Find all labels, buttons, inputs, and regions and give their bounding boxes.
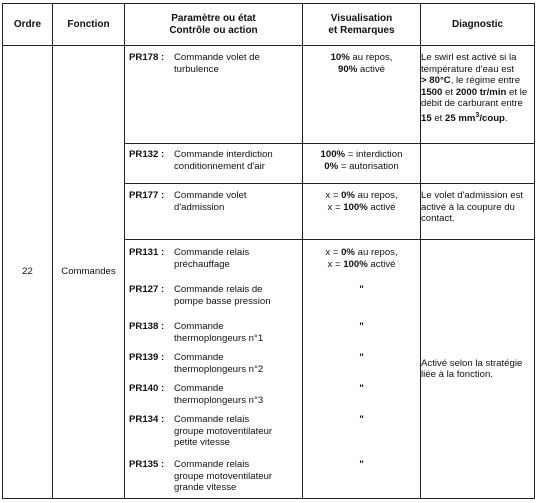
param-label-line: d'admission: [174, 201, 225, 213]
param-code: PR135 :: [129, 459, 165, 470]
header-parametre: [125, 4, 303, 46]
param-item: [125, 149, 302, 172]
ditto-mark: ": [359, 459, 364, 470]
param-item: [125, 190, 302, 213]
param-item: PR127 : Commande relais de pompe basse pression: [125, 284, 302, 321]
ditto-mark: ": [359, 321, 364, 332]
param-cell: [125, 144, 303, 184]
param-cell: [125, 240, 303, 499]
param-label-line: Commande volet de: [174, 52, 260, 63]
param-code: PR134 :: [129, 414, 165, 425]
header-visu-line1: Visualisation: [330, 12, 393, 24]
param-item: PR131 : Commande relais préchauffage: [125, 247, 302, 284]
param-code: PR178 :: [129, 52, 165, 63]
diagnostic-table: [2, 3, 535, 499]
diag-cell: Activé selon la stratégie liée à la fonction.: [421, 240, 535, 499]
ordre-value: 22: [22, 266, 33, 278]
param-code: PR127 :: [129, 284, 165, 295]
visu-cell: x = 0% au repos, x = 100% activé: [303, 184, 421, 240]
header-diagnostic: Diagnostic: [421, 4, 535, 46]
param-item: [125, 52, 302, 75]
header-visualisation: [303, 4, 421, 46]
diag-cell: Le volet d'admission est activé à la coupure du contact.: [421, 184, 535, 240]
param-code: PR138 :: [129, 321, 165, 332]
param-code: PR139 :: [129, 352, 165, 363]
param-item: PR140 : Commande thermoplongeurs n°3: [125, 383, 302, 414]
visu-cell: x = 0% au repos, x = 100% activé " " " " " ": [303, 240, 421, 499]
param-label-line: Commande volet: [174, 190, 247, 201]
ditto-mark: ": [359, 284, 364, 295]
param-code: PR132 :: [129, 149, 165, 160]
param-label-line: Commande interdiction: [174, 149, 273, 160]
header-parametre-line2: Contrôle ou action: [169, 24, 258, 36]
param-item: PR139 : Commande thermoplongeurs n°2: [125, 352, 302, 383]
ditto-mark: ": [359, 414, 364, 425]
header-ordre: Ordre: [3, 4, 53, 46]
header-visu-line2: et Remarques: [328, 24, 395, 36]
param-label-line: conditionnement d'air: [174, 160, 265, 172]
ditto-mark: ": [359, 352, 364, 363]
param-item: PR138 : Commande thermoplongeurs n°1: [125, 321, 302, 352]
ditto-mark: ": [359, 383, 364, 394]
visu-cell: 100% = interdiction 0% = autorisation: [303, 144, 421, 184]
table-row: [3, 46, 535, 144]
param-cell: [125, 184, 303, 240]
fonction-cell: [53, 46, 125, 499]
param-label-line: turbulence: [174, 63, 219, 75]
param-item: PR135 : Commande relais groupe motoventilateur grande vitesse: [129, 459, 273, 493]
header-fonction: Fonction: [53, 4, 125, 46]
header-row: [3, 4, 535, 46]
param-code: PR140 :: [129, 383, 165, 394]
diag-cell: [421, 144, 535, 184]
visu-cell: 10% au repos, 90% activé: [303, 46, 421, 144]
header-parametre-line1: Paramètre ou état: [171, 12, 256, 24]
fonction-value: Commandes: [61, 266, 116, 278]
diag-cell: Le swirl est activé si la température d'eau est > 80°C, le régime entre 1500 et 2000 tr/min et le débit de carburant entre 15 et 25 $mm^3$/coup.: [421, 46, 535, 144]
param-code: PR177 :: [129, 190, 165, 201]
ordre-cell: [3, 46, 53, 499]
param-code: PR131 :: [129, 247, 165, 258]
param-item: PR134 : Commande relais groupe motoventilateur petite vitesse: [125, 414, 302, 459]
param-cell: [125, 46, 303, 144]
